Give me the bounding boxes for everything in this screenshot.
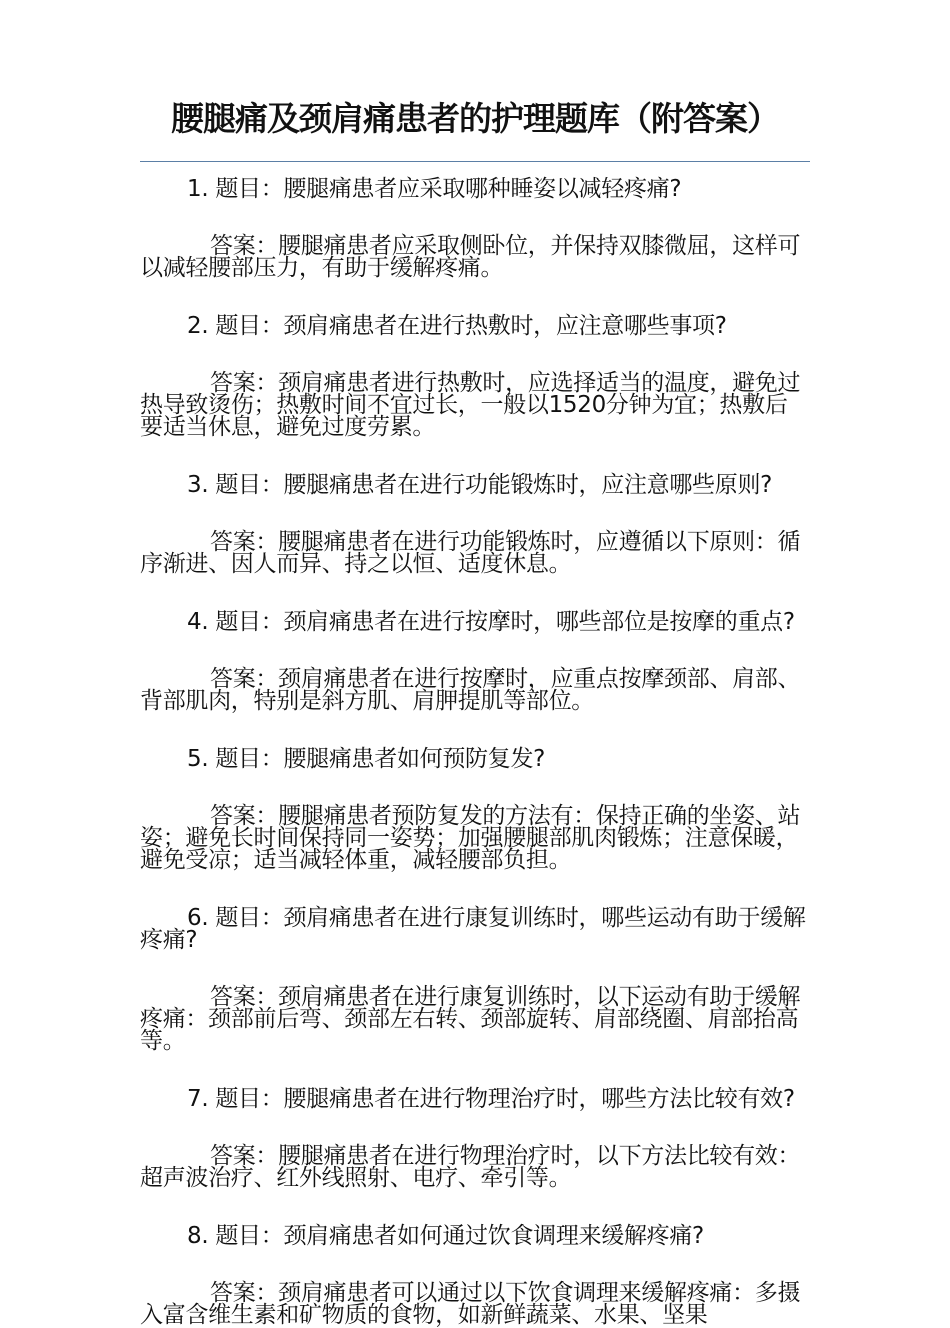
question-6: 6. 题目：颈肩痛患者在进行康复训练时，哪些运动有助于缓解疼痛? [140, 905, 806, 953]
question-7: 7. 题目：腰腿痛患者在进行物理治疗时，哪些方法比较有效? [187, 1086, 795, 1112]
question-4: 4. 题目：颈肩痛患者在进行按摩时，哪些部位是按摩的重点? [187, 609, 795, 635]
question-3: 3. 题目：腰腿痛患者在进行功能锻炼时，应注意哪些原则? [187, 472, 773, 498]
question-1: 1. 题目：腰腿痛患者应采取哪种睡姿以减轻疼痛? [187, 176, 682, 202]
answer-6: 答案：颈肩痛患者在进行康复训练时，以下运动有助于缓解疼痛：颈部前后弯、颈部左右转、颈部旋转、肩部绕圈、肩部抬高等。 [140, 984, 801, 1054]
answer-5: 答案：腰腿痛患者预防复发的方法有：保持正确的坐姿、站姿；避免长时间保持同一姿势；加强腰腿部肌肉锻炼；注意保暖，避免受凉；适当减轻体重，减轻腰部负担。 [140, 803, 801, 873]
qa-list [140, 178, 810, 1326]
question-2: 2. 题目：颈肩痛患者在进行热敷时，应注意哪些事项? [187, 313, 727, 339]
answer-4: 答案：颈肩痛患者在进行按摩时，应重点按摩颈部、肩部、背部肌肉，特别是斜方肌、肩胛提肌等部位。 [140, 666, 801, 714]
answer-3: 答案：腰腿痛患者在进行功能锻炼时，应遵循以下原则：循序渐进、因人而异、持之以恒、适度休息。 [140, 529, 801, 577]
question-8: 8. 题目：颈肩痛患者如何通过饮食调理来缓解疼痛? [187, 1223, 704, 1249]
document-title: 腰腿痛及颈肩痛患者的护理题库（附答案） [171, 99, 779, 138]
question-5: 5. 题目：腰腿痛患者如何预防复发? [187, 746, 546, 772]
answer-8: 答案：颈肩痛患者可以通过以下饮食调理来缓解疼痛：多摄入富含维生素和矿物质的食物，如新鲜蔬菜、水果、坚果 [140, 1280, 801, 1328]
answer-2: 答案：颈肩痛患者进行热敷时，应选择适当的温度，避免过热导致烫伤；热敷时间不宜过长，一般以1520分钟为宜；热敷后要适当休息，避免过度劳累。 [140, 370, 801, 440]
title-underline [140, 161, 810, 162]
answer-7: 答案：腰腿痛患者在进行物理治疗时，以下方法比较有效：超声波治疗、红外线照射、电疗、牵引等。 [140, 1143, 801, 1191]
answer-1: 答案：腰腿痛患者应采取侧卧位，并保持双膝微屈，这样可以减轻腰部压力，有助于缓解疼痛。 [140, 233, 801, 281]
